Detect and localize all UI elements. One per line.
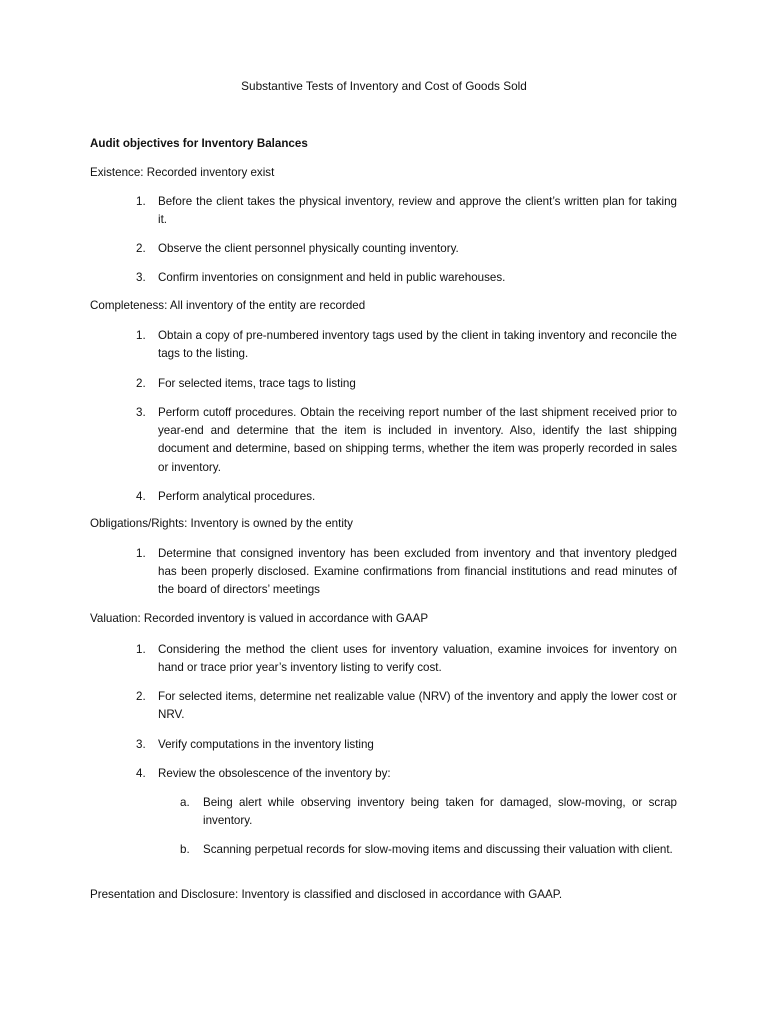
list-item-number: 3. (136, 271, 146, 284)
list-item (136, 327, 677, 363)
list-item-text: Verify computations in the inventory listing (158, 738, 374, 751)
sub-list-item (180, 841, 677, 859)
list-item-number: 3. (136, 406, 146, 419)
sub-list-item-text: Scanning perpetual records for slow-moving items and discussing their valuation with client. (203, 843, 673, 856)
list-item-number: 4. (136, 490, 146, 503)
list-item-text: Determine that consigned inventory has been excluded from inventory and that inventory pledged has been properly disclosed. Examine confirmations from financial institutions and read minutes of the board of directors’ meetings (158, 547, 677, 597)
list-item-text: For selected items, determine net realizable value (NRV) of the inventory and apply the lower cost or NRV. (158, 690, 677, 722)
list-item-text: Perform analytical procedures. (158, 490, 316, 503)
list-item (136, 269, 677, 287)
list-item (136, 488, 677, 506)
sub-list-item-letter: a. (180, 796, 190, 809)
section-heading-valuation: Valuation: Recorded inventory is valued in accordance with GAAP (90, 612, 429, 625)
list-item (136, 240, 677, 258)
list-item-number: 4. (136, 767, 146, 780)
list-item-number: 2. (136, 242, 146, 255)
audit-objectives-heading: Audit objectives for Inventory Balances (90, 137, 308, 150)
list-item-number: 2. (136, 377, 146, 390)
section-heading-obligations: Obligations/Rights: Inventory is owned by the entity (90, 517, 353, 530)
list-item-text: Confirm inventories on consignment and held in public warehouses. (158, 271, 506, 284)
list-item (136, 688, 677, 724)
list-item-text: For selected items, trace tags to listing (158, 377, 356, 390)
list-item-text: Before the client takes the physical inventory, review and approve the client’s written plan for taking it. (158, 195, 677, 227)
list-item (136, 404, 677, 477)
list-item (136, 736, 677, 754)
list-item (136, 375, 677, 393)
list-item (136, 193, 677, 229)
list-item (136, 545, 677, 600)
list-item (136, 641, 677, 677)
list-item-text: Considering the method the client uses for inventory valuation, examine invoices for inventory on hand or trace prior year’s inventory listing to verify cost. (158, 643, 677, 675)
list-item-text: Observe the client personnel physically counting inventory. (158, 242, 459, 255)
sub-list-item (180, 794, 677, 830)
list-item-number: 1. (136, 195, 146, 208)
list-item-text: Review the obsolescence of the inventory by: (158, 767, 391, 780)
list-item-number: 1. (136, 643, 146, 656)
list-item (136, 765, 677, 783)
list-item-number: 2. (136, 690, 146, 703)
document-title: Substantive Tests of Inventory and Cost of Goods Sold (241, 79, 527, 93)
list-item-text: Obtain a copy of pre-numbered inventory tags used by the client in taking inventory and reconcile the tags to the listing. (158, 329, 677, 361)
section-heading-presentation: Presentation and Disclosure: Inventory is classified and disclosed in accordance with GAAP. (90, 888, 563, 901)
sub-list-item-letter: b. (180, 843, 190, 856)
sub-list-item-text: Being alert while observing inventory being taken for damaged, slow-moving, or scrap inventory. (203, 796, 677, 828)
list-item-number: 1. (136, 329, 146, 342)
section-heading-completeness: Completeness: All inventory of the entity are recorded (90, 299, 366, 312)
list-item-number: 3. (136, 738, 146, 751)
section-heading-existence: Existence: Recorded inventory exist (90, 166, 275, 179)
list-item-text: Perform cutoff procedures. Obtain the receiving report number of the last shipment received prior to year-end and determine that the item is included in inventory. Also, identify the last shipping document and determine, based on shipping terms, whether the item was properly recorded in sales or inventory. (158, 406, 677, 474)
list-item-number: 1. (136, 547, 146, 560)
